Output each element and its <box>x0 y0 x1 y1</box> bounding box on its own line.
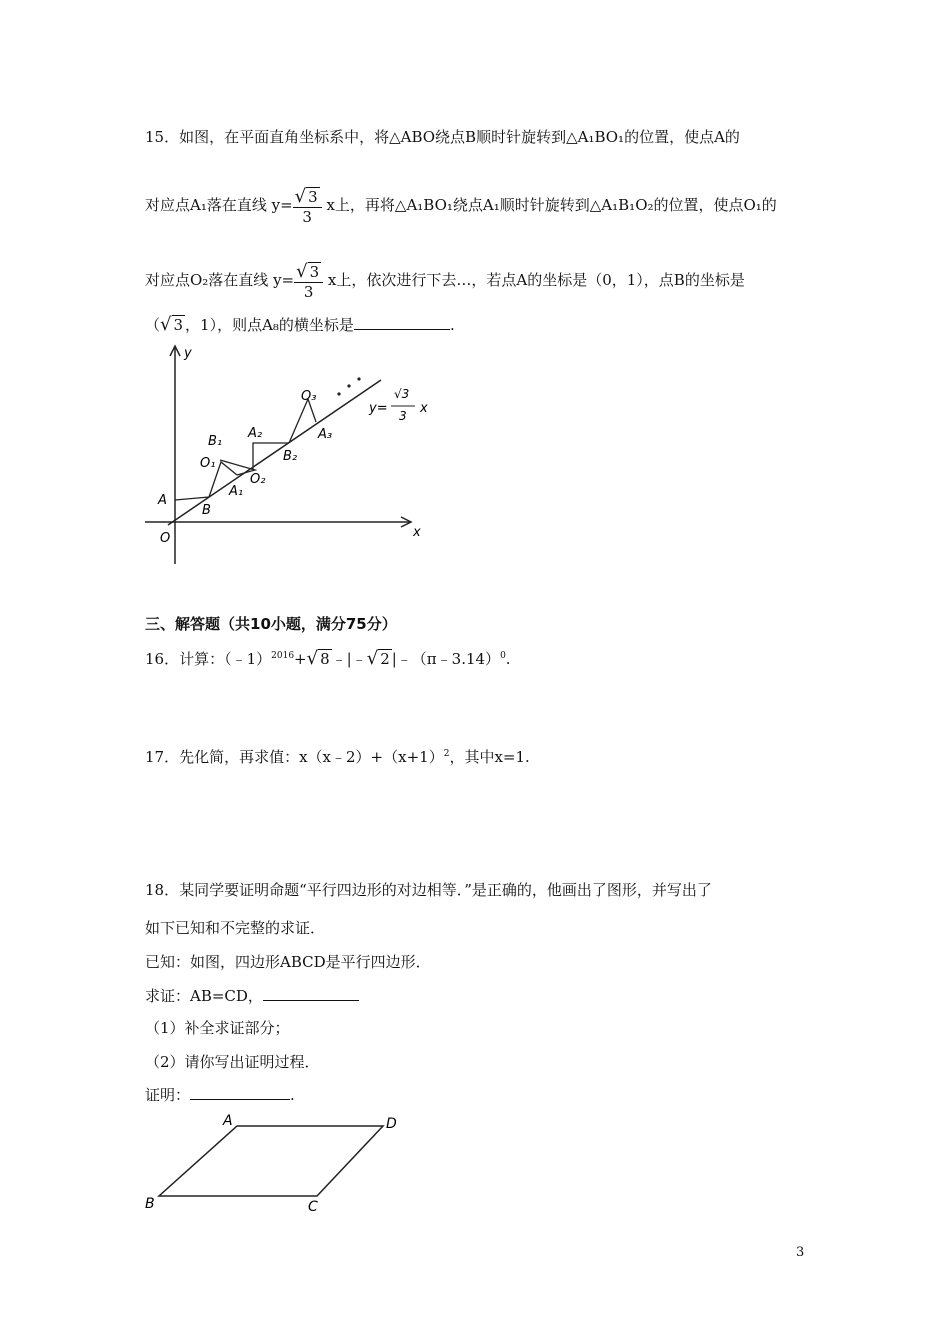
parallelogram-ABCD <box>159 1126 383 1196</box>
q16-mid: ﹣|﹣ <box>331 650 367 668</box>
q16-exp1: 2016 <box>271 651 295 661</box>
q15-line3 <box>145 261 745 301</box>
dot-1 <box>337 392 340 395</box>
sqrt3-arg: 3 <box>173 316 184 334</box>
q18-proof <box>145 1084 295 1105</box>
q18-prove <box>145 985 359 1006</box>
q16-plus: + <box>294 650 307 668</box>
sqrt-arg: 3 <box>308 188 318 206</box>
label-O3: O₃ <box>301 389 317 404</box>
line-eq-den: 3 <box>399 409 407 423</box>
figure-rotation-coordinate <box>143 342 438 567</box>
label-A: A <box>158 493 167 508</box>
dot-2 <box>347 384 350 387</box>
page-number: 3 <box>796 1245 805 1260</box>
sqrt2-arg: 2 <box>380 650 390 668</box>
label-y: y <box>184 346 192 361</box>
label-O1: O₁ <box>200 456 216 471</box>
q17-pre: 17．先化简，再求值：x（x﹣2）+（x+1） <box>145 748 444 766</box>
triangle-3 <box>289 399 316 443</box>
q18-part2: （2）请你写出证明过程． <box>145 1053 320 1071</box>
label-x: x <box>413 525 421 540</box>
fraction-sqrt3-over-3-b: $\frac{√ 3}{3}$ <box>294 261 323 301</box>
q16-post: |﹣（π﹣3.14） <box>391 650 501 668</box>
answer-blank-prove[interactable] <box>263 986 359 1001</box>
q15-line4 <box>145 314 455 335</box>
label-A-parallelogram: A <box>223 1113 233 1129</box>
line-y-sqrt3-3x <box>168 380 381 525</box>
q18-line1: 18．某同学要证明命题“平行四边形的对边相等．”是正确的，他画出了图形，并写出了 <box>145 881 712 899</box>
q18-proof-pre: 证明： <box>145 1086 191 1104</box>
q18-given: 已知：如图，四边形ABCD是平行四边形． <box>145 953 431 971</box>
sqrt-arg-b: 3 <box>309 263 320 281</box>
answer-blank-q15[interactable] <box>354 315 450 330</box>
q17-post: ，其中x=1. <box>449 748 530 766</box>
q18-proof-end: . <box>290 1086 295 1104</box>
label-B: B <box>202 503 211 518</box>
q18-part1: （1）补全求证部分； <box>145 1019 290 1037</box>
label-A1: A₁ <box>229 484 244 499</box>
section3-title: 三、解答题（共10小题，满分75分） <box>145 615 397 633</box>
label-D-parallelogram: D <box>386 1116 397 1132</box>
fraction-den-b: 3 <box>303 283 314 301</box>
q16-end: . <box>505 650 511 668</box>
line-eq-pre: y= <box>369 401 388 416</box>
figure-parallelogram <box>143 1110 413 1216</box>
q15-line2 <box>145 186 777 226</box>
q15-line4-open: （ <box>145 316 161 334</box>
q15-line2-post: x上，再将△A₁BO₁绕点A₁顺时针旋转到△A₁B₁O₂的位置，使点O₁的 <box>321 196 777 214</box>
label-B2: B₂ <box>283 449 298 464</box>
sqrt3: √ 3 <box>160 314 184 335</box>
q16-pre: 16．计算：（﹣1） <box>145 650 272 668</box>
q18-prove-pre: 求证：AB=CD， <box>145 987 263 1005</box>
dot-3 <box>357 377 360 380</box>
q17-exp: 2 <box>443 749 450 759</box>
label-B-parallelogram: B <box>145 1196 155 1212</box>
q15-line1: 15．如图，在平面直角坐标系中，将△ABO绕点B顺时针旋转到△A₁BO₁的位置，使点A的 <box>145 128 740 146</box>
label-O2: O₂ <box>250 472 266 487</box>
fraction-sqrt3-over-3: $\frac{√ 3}{3}$ <box>293 186 322 226</box>
answer-blank-proof[interactable] <box>190 1085 290 1100</box>
line-eq-post: x <box>420 401 428 416</box>
label-C-parallelogram: C <box>308 1199 318 1215</box>
label-O: O <box>160 531 171 546</box>
label-B1: B₁ <box>208 434 223 449</box>
q15-line3-pre: 对应点O₂落在直线 y= <box>145 271 295 289</box>
q15-line4-end: . <box>449 316 455 334</box>
q17 <box>145 746 530 767</box>
q15-line3-post: x上，依次进行下去…，若点A的坐标是（0，1），点B的坐标是 <box>323 271 745 289</box>
q16 <box>145 648 511 669</box>
q15-line2-pre: 对应点A₁落在直线 y= <box>145 196 293 214</box>
line-eq-num: √3 <box>394 387 410 401</box>
label-A3: A₃ <box>318 427 333 442</box>
q16-exp2: 0 <box>500 651 506 661</box>
sqrt8: √ 8 <box>306 648 330 669</box>
q18-line2: 如下已知和不完整的求证． <box>145 919 326 937</box>
sqrt8-arg: 8 <box>320 650 330 668</box>
label-A2: A₂ <box>248 426 263 441</box>
segment-AB <box>175 497 209 500</box>
q15-line4-post: ，1），则点A₈的横坐标是 <box>185 316 354 334</box>
sqrt2: √ 2 <box>366 648 390 669</box>
fraction-den: 3 <box>302 208 312 226</box>
